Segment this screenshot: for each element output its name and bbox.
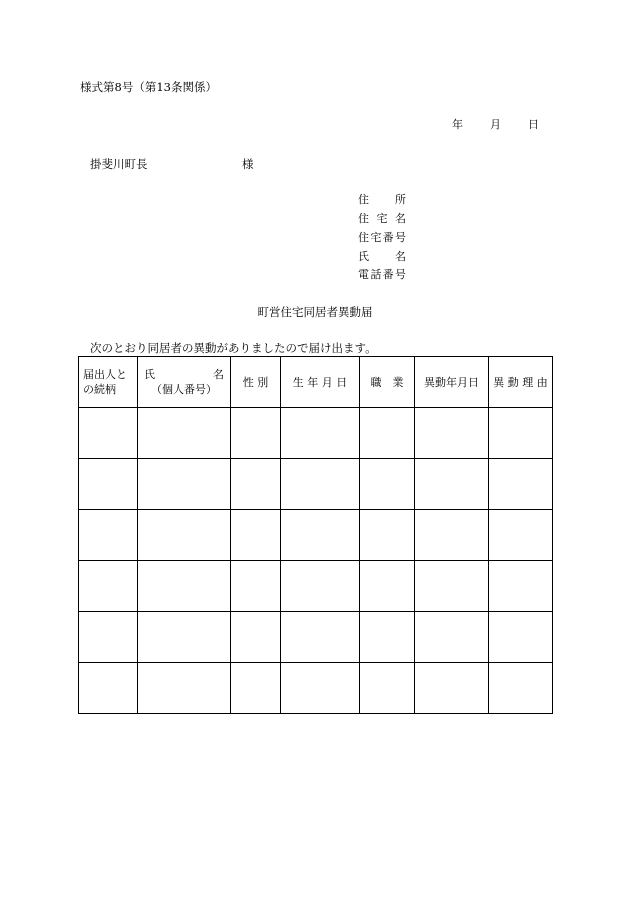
table-row [79,408,553,459]
table-row [79,663,553,714]
cell-relation[interactable] [79,459,138,510]
cell-gender[interactable] [231,612,281,663]
header-relation-line1: 届出人と [83,368,127,381]
cell-change-date[interactable] [415,561,489,612]
date-day-label: 日 [528,118,539,131]
cell-change-date[interactable] [415,408,489,459]
header-name-right: 名 [213,368,224,381]
table-row [79,561,553,612]
cell-name[interactable] [138,459,231,510]
cell-occupation[interactable] [360,408,415,459]
applicant-housing-number-label: 住宅番号 [358,231,406,244]
cell-gender[interactable] [231,663,281,714]
cell-relation[interactable] [79,612,138,663]
table-row [79,612,553,663]
cell-change-reason[interactable] [489,510,553,561]
header-birthdate: 生 年 月 日 [281,357,360,408]
date-year-label: 年 [452,118,463,131]
cell-occupation[interactable] [360,612,415,663]
header-change-date: 異動年月日 [415,357,489,408]
cell-change-date[interactable] [415,459,489,510]
form-number: 様式第8号（第13条関係） [80,80,217,94]
applicant-address-label: 住 所 [358,193,406,206]
cell-gender[interactable] [231,408,281,459]
cell-occupation[interactable] [360,663,415,714]
header-name-left: 氏 [144,368,155,381]
date-line [452,118,539,132]
cell-change-reason[interactable] [489,663,553,714]
cell-occupation[interactable] [360,561,415,612]
table-row [79,459,553,510]
cell-gender[interactable] [231,510,281,561]
cell-change-reason[interactable] [489,459,553,510]
cell-birthdate[interactable] [281,510,360,561]
cell-birthdate[interactable] [281,663,360,714]
cell-birthdate[interactable] [281,408,360,459]
table-row [79,510,553,561]
cohabitant-change-table [78,356,553,714]
cell-name[interactable] [138,663,231,714]
header-name [138,357,231,408]
applicant-phone-label: 電話番号 [358,268,406,281]
cell-change-date[interactable] [415,612,489,663]
cell-change-reason[interactable] [489,561,553,612]
cell-birthdate[interactable] [281,561,360,612]
intro-text: 次のとおり同居者の異動がありましたので届け出ます。 [90,341,377,355]
cell-relation[interactable] [79,408,138,459]
cell-name[interactable] [138,408,231,459]
cell-name[interactable] [138,612,231,663]
cell-change-reason[interactable] [489,612,553,663]
cell-birthdate[interactable] [281,459,360,510]
header-relation [79,357,138,408]
date-month-label: 月 [490,118,501,131]
cell-change-date[interactable] [415,663,489,714]
cell-relation[interactable] [79,510,138,561]
addressee-suffix: 様 [242,157,254,171]
cell-name[interactable] [138,510,231,561]
header-change-reason: 異 動 理 由 [489,357,553,408]
header-name-sub: （個人番号） [151,383,217,396]
cell-gender[interactable] [231,561,281,612]
cell-relation[interactable] [79,663,138,714]
cell-occupation[interactable] [360,459,415,510]
applicant-name-label: 氏 名 [358,250,406,263]
cell-gender[interactable] [231,459,281,510]
table-header-row [79,357,553,408]
cell-birthdate[interactable] [281,612,360,663]
cell-change-reason[interactable] [489,408,553,459]
document-title: 町営住宅同居者異動届 [257,305,373,319]
cell-occupation[interactable] [360,510,415,561]
cell-relation[interactable] [79,561,138,612]
header-relation-line2: の続柄 [83,383,116,396]
applicant-housing-name-label: 住 宅 名 [358,212,406,225]
cell-change-date[interactable] [415,510,489,561]
addressee: 掛斐川町長 [90,157,148,171]
cell-name[interactable] [138,561,231,612]
header-gender: 性 別 [231,357,281,408]
header-occupation: 職 業 [360,357,415,408]
